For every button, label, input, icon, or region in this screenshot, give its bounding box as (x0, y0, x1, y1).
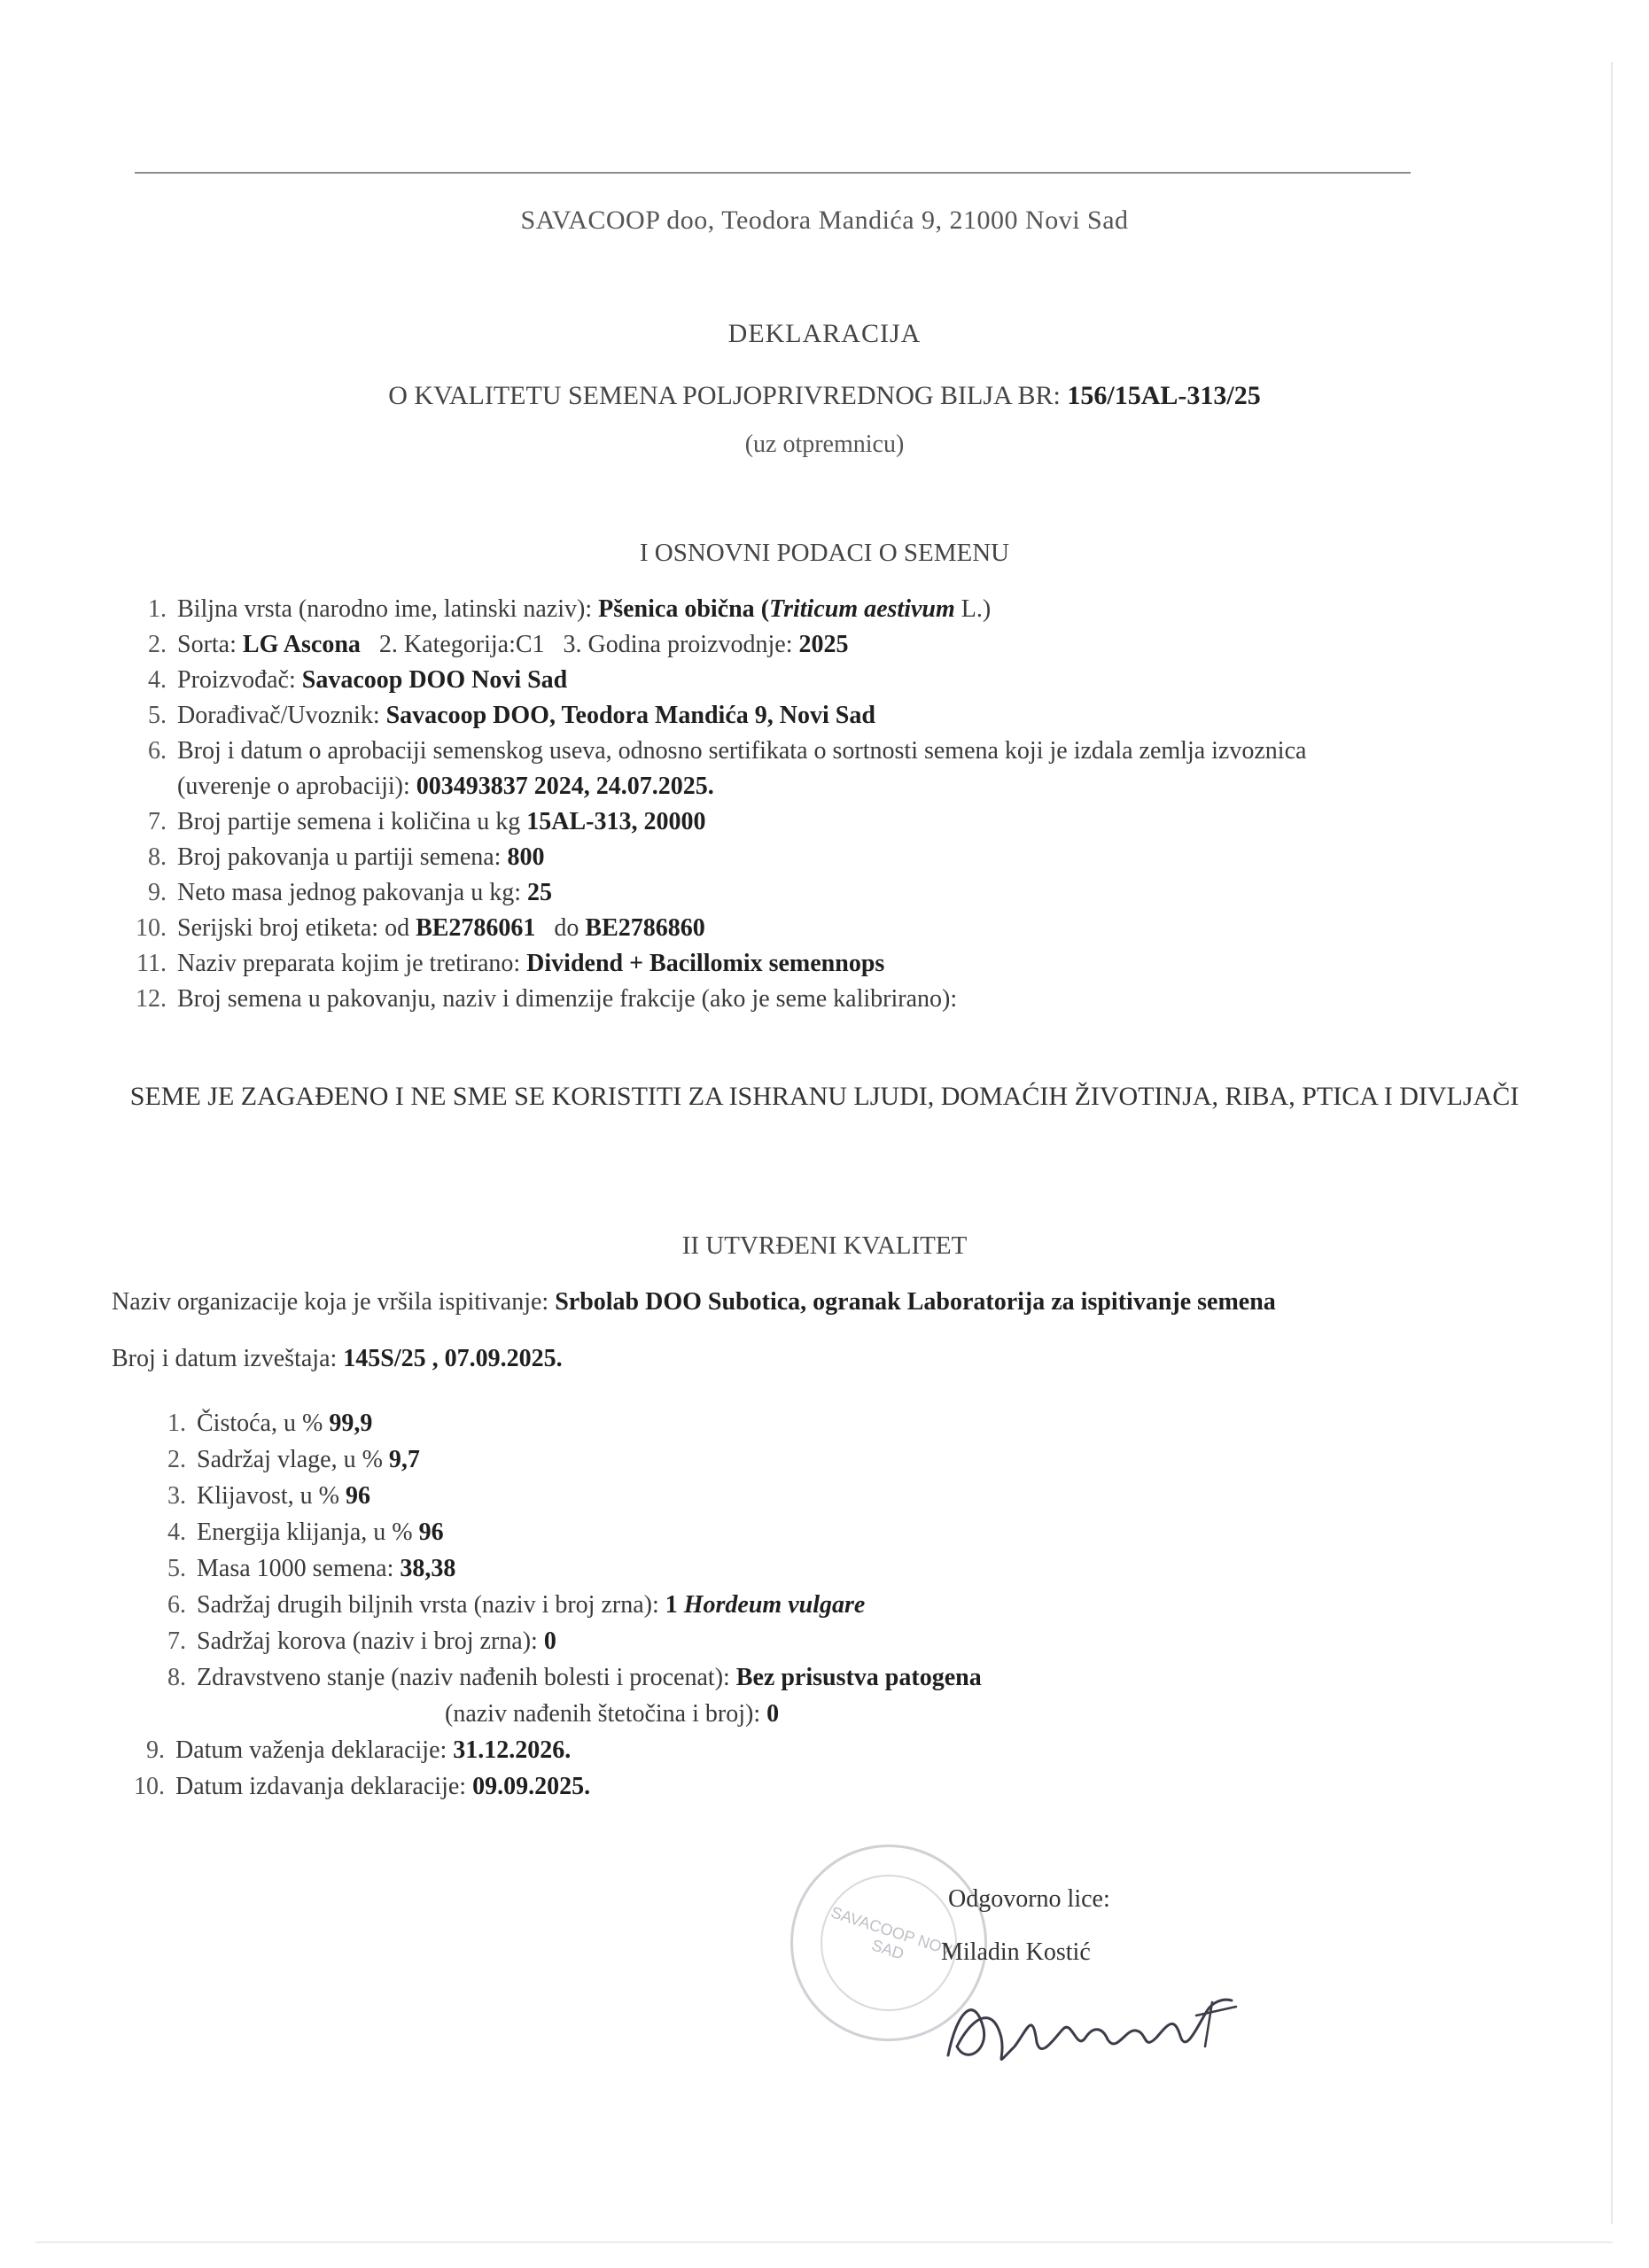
subtitle-note: (uz otpremnicu) (744, 431, 905, 458)
list-item: 1. Biljna vrsta (narodno ime, latinski naziv): Pšenica obična (Triticum aestivum L.) (148, 595, 992, 623)
list-item: 1. Čistoća, u % 99,9 (167, 1410, 373, 1437)
list-item: 7. Broj partije semena i količina u kg 15AL-313, 20000 (148, 808, 706, 835)
list-item: 8. Zdravstveno stanje (naziv nađenih bolesti i procenat): Bez prisustva patogena (naziv nađenih štetočina i broj): 0 (167, 1664, 982, 1728)
list-item: 6. Sadržaj drugih biljnih vrsta (naziv i broj zrna): 1 Hordeum vulgare (167, 1591, 866, 1619)
list-item: 2. Sorta: LG Ascona 2. Kategorija:C1 3. Godina proizvodnje: 2025 (148, 631, 849, 658)
list-item: 5. Dorađivač/Uvoznik: Savacoop DOO, Teodora Mandića 9, Novi Sad (148, 702, 875, 729)
scan-edge (35, 2241, 1613, 2243)
list-item: 9. Neto masa jednog pakovanja u kg: 25 (148, 879, 553, 906)
company-header: SAVACOOP doo, Teodora Mandića 9, 21000 Novi Sad (520, 206, 1129, 235)
subtitle-prefix: O KVALITETU SEMENA POLJOPRIVREDNOG BILJA BR: (388, 381, 1061, 410)
list-item: 3. Klijavost, u % 96 (167, 1482, 370, 1510)
list-item: 12. Broj semena u pakovanju, naziv i dimenzije frakcije (ako je seme kalibrirano): (136, 985, 958, 1013)
list-item: 10. Datum izdavanja deklaracije: 09.09.2025. (134, 1773, 591, 1800)
list-item: 6. Broj i datum o aprobaciji semenskog useva, odnosno sertifikata o sortnosti semena koji je izdala zemlja izvoznica (uverenje o aprobaciji): 003493837 2024, 24.07.2025. (148, 737, 1307, 800)
handwritten-signature (930, 1976, 1249, 2082)
list-item: 7. Sadržaj korova (naziv i broj zrna): 0 (167, 1627, 556, 1655)
list-item: 5. Masa 1000 semena: 38,38 (167, 1555, 456, 1582)
list-item: 2. Sadržaj vlage, u % 9,7 (167, 1446, 420, 1473)
quality-list (134, 1405, 1349, 1805)
list-item: 11. Naziv preparata kojim je tretirano: Dividend + Bacillomix semennops (136, 950, 885, 977)
responsible-person-name: Miladin Kostić (941, 1938, 1091, 1966)
report-number-date: Broj i datum izveštaja: 145S/25 , 07.09.2025. (112, 1345, 563, 1372)
basic-data-list (136, 592, 1489, 1017)
document-title: DEKLARACIJA (727, 319, 922, 348)
contamination-warning: SEME JE ZAGAĐENO I NE SME SE KORISTITI ZA ISHRANU LJUDI, DOMAĆIH ŽIVOTINJA, RIBA, PTICA I DIVLJAČI (129, 1082, 1520, 1111)
testing-organization: Naziv organizacije koja je vršila ispitivanje: Srbolab DOO Subotica, ogranak Laboratorija za ispitivanje semena (112, 1288, 1276, 1316)
list-item: 8. Broj pakovanja u partiji semena: 800 (148, 843, 545, 871)
stamp-text: SAVACOOP NOVI SAD (828, 1903, 959, 1963)
list-item: 10. Serijski broj etiketa: od BE2786061 do BE2786860 (136, 914, 705, 942)
list-item: 4. Proizvođač: Savacoop DOO Novi Sad (148, 666, 568, 694)
responsible-person-label: Odgovorno lice: (948, 1885, 1110, 1913)
list-item: 9. Datum važenja deklaracije: 31.12.2026. (146, 1736, 572, 1764)
document-subtitle (0, 381, 1649, 411)
declaration-number: 156/15AL-313/25 (1067, 381, 1261, 410)
list-item: 4. Energija klijanja, u % 96 (167, 1518, 444, 1546)
header-rule (135, 172, 1411, 174)
section-heading-quality: II UTVRĐENI KVALITET (681, 1231, 968, 1260)
section-heading-basic-data: I OSNOVNI PODACI O SEMENU (639, 539, 1010, 567)
